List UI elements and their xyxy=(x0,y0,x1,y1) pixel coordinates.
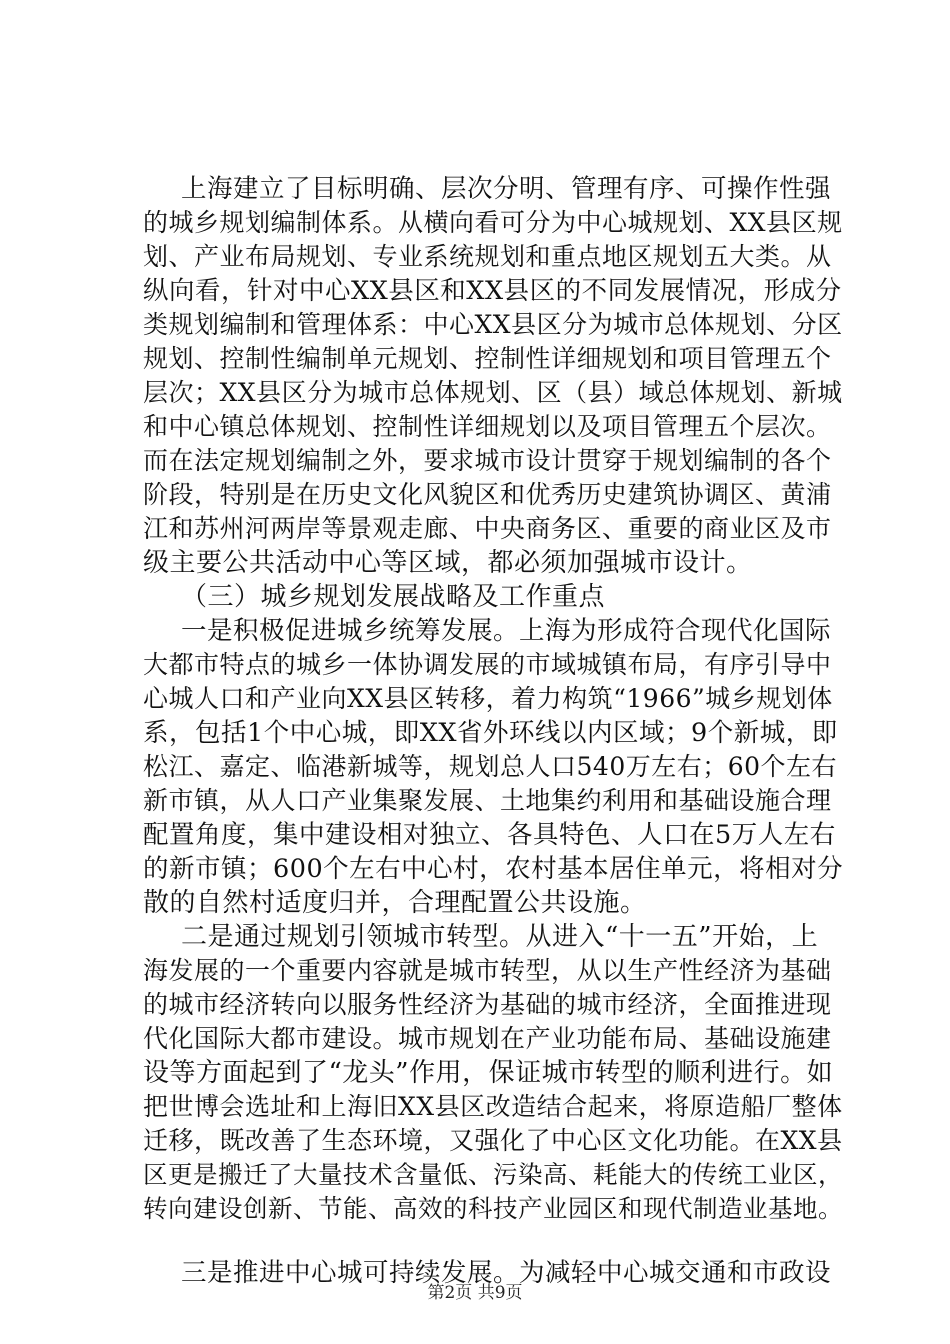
paragraph-gap xyxy=(143,1226,843,1256)
text-line: 配置角度，集中建设相对独立、各具特色、人口在5万人左右 xyxy=(143,820,836,850)
text-line: 阶段，特别是在历史文化风貌区和优秀历史建筑协调区、黄浦 xyxy=(143,480,832,509)
text-line: 散的自然村适度归并，合理配置公共设施。 xyxy=(143,888,647,918)
text-line: 一是积极促进城乡统筹发展。上海为形成符合现代化国际 xyxy=(181,616,832,646)
text-line: 的新市镇；600个左右中心村，农村基本居住单元，将相对分 xyxy=(143,854,844,884)
text-line: 新市镇，从人口产业集聚发展、土地集约利用和基础设施合理 xyxy=(143,786,832,815)
text-line: 心城人口和产业向XX县区转移，着力构筑“1966”城乡规划体 xyxy=(143,684,833,713)
section-heading: （三）城乡规划发展战略及工作重点 xyxy=(181,582,606,612)
text-line: 的城乡规划编制体系。从横向看可分为中心城规划、XX县区规 xyxy=(143,208,843,237)
text-line: 区更是搬迁了大量技术含量低、污染高、耗能大的传统工业区， xyxy=(143,1160,843,1189)
text-line: 转向建设创新、节能、高效的科技产业园区和现代制造业基地。 xyxy=(143,1194,843,1223)
last-paragraph-line: 三是推进中心城可持续发展。为减轻中心城交通和市政设 xyxy=(181,1258,832,1288)
text-line: 和中心镇总体规划、控制性详细规划以及项目管理五个层次。 xyxy=(143,412,832,441)
page-number-label: 第2页 共9页 xyxy=(427,1283,523,1303)
text-line: 江和苏州河两岸等景观走廊、中央商务区、重要的商业区及市 xyxy=(143,514,832,543)
text-line: 大都市特点的城乡一体协调发展的市域城镇布局，有序引导中 xyxy=(143,650,832,679)
text-line: 代化国际大都市建设。城市规划在产业功能布局、基础设施建 xyxy=(143,1024,832,1053)
text-line: 级主要公共活动中心等区域，都必须加强城市设计。 xyxy=(143,548,753,578)
text-line: 海发展的一个重要内容就是城市转型，从以生产性经济为基础 xyxy=(143,956,832,985)
text-line: 把世博会选址和上海旧XX县区改造结合起来，将原造船厂整体 xyxy=(143,1092,843,1121)
document-body xyxy=(143,172,843,1290)
page-footer xyxy=(0,1282,950,1304)
text-line: 而在法定规划编制之外，要求城市设计贯穿于规划编制的各个 xyxy=(143,446,832,475)
text-line: 层次；XX县区分为城市总体规划、区（县）域总体规划、新城 xyxy=(143,378,843,407)
text-line: 类规划编制和管理体系：中心XX县区分为城市总体规划、分区 xyxy=(143,310,843,339)
text-line: 设等方面起到了“龙头”作用，保证城市转型的顺利进行。如 xyxy=(143,1058,834,1088)
text-line: 上海建立了目标明确、层次分明、管理有序、可操作性强 xyxy=(181,174,832,204)
text-line: 二是通过规划引领城市转型。从进入“十一五”开始，上 xyxy=(181,922,819,952)
text-line: 规划、控制性编制单元规划、控制性详细规划和项目管理五个 xyxy=(143,344,832,373)
text-line: 划、产业布局规划、专业系统规划和重点地区规划五大类。从 xyxy=(143,242,832,271)
text-line: 的城市经济转向以服务性经济为基础的城市经济，全面推进现 xyxy=(143,990,832,1019)
text-line: 松江、嘉定、临港新城等，规划总人口540万左右；60个左右 xyxy=(143,752,838,781)
text-line: 纵向看，针对中心XX县区和XX县区的不同发展情况，形成分 xyxy=(143,276,842,306)
text-line: 系，包括1个中心城，即XX省外环线以内区域；9个新城，即 xyxy=(143,718,838,748)
text-line: 迁移，既改善了生态环境，又强化了中心区文化功能。在XX县 xyxy=(143,1126,843,1155)
